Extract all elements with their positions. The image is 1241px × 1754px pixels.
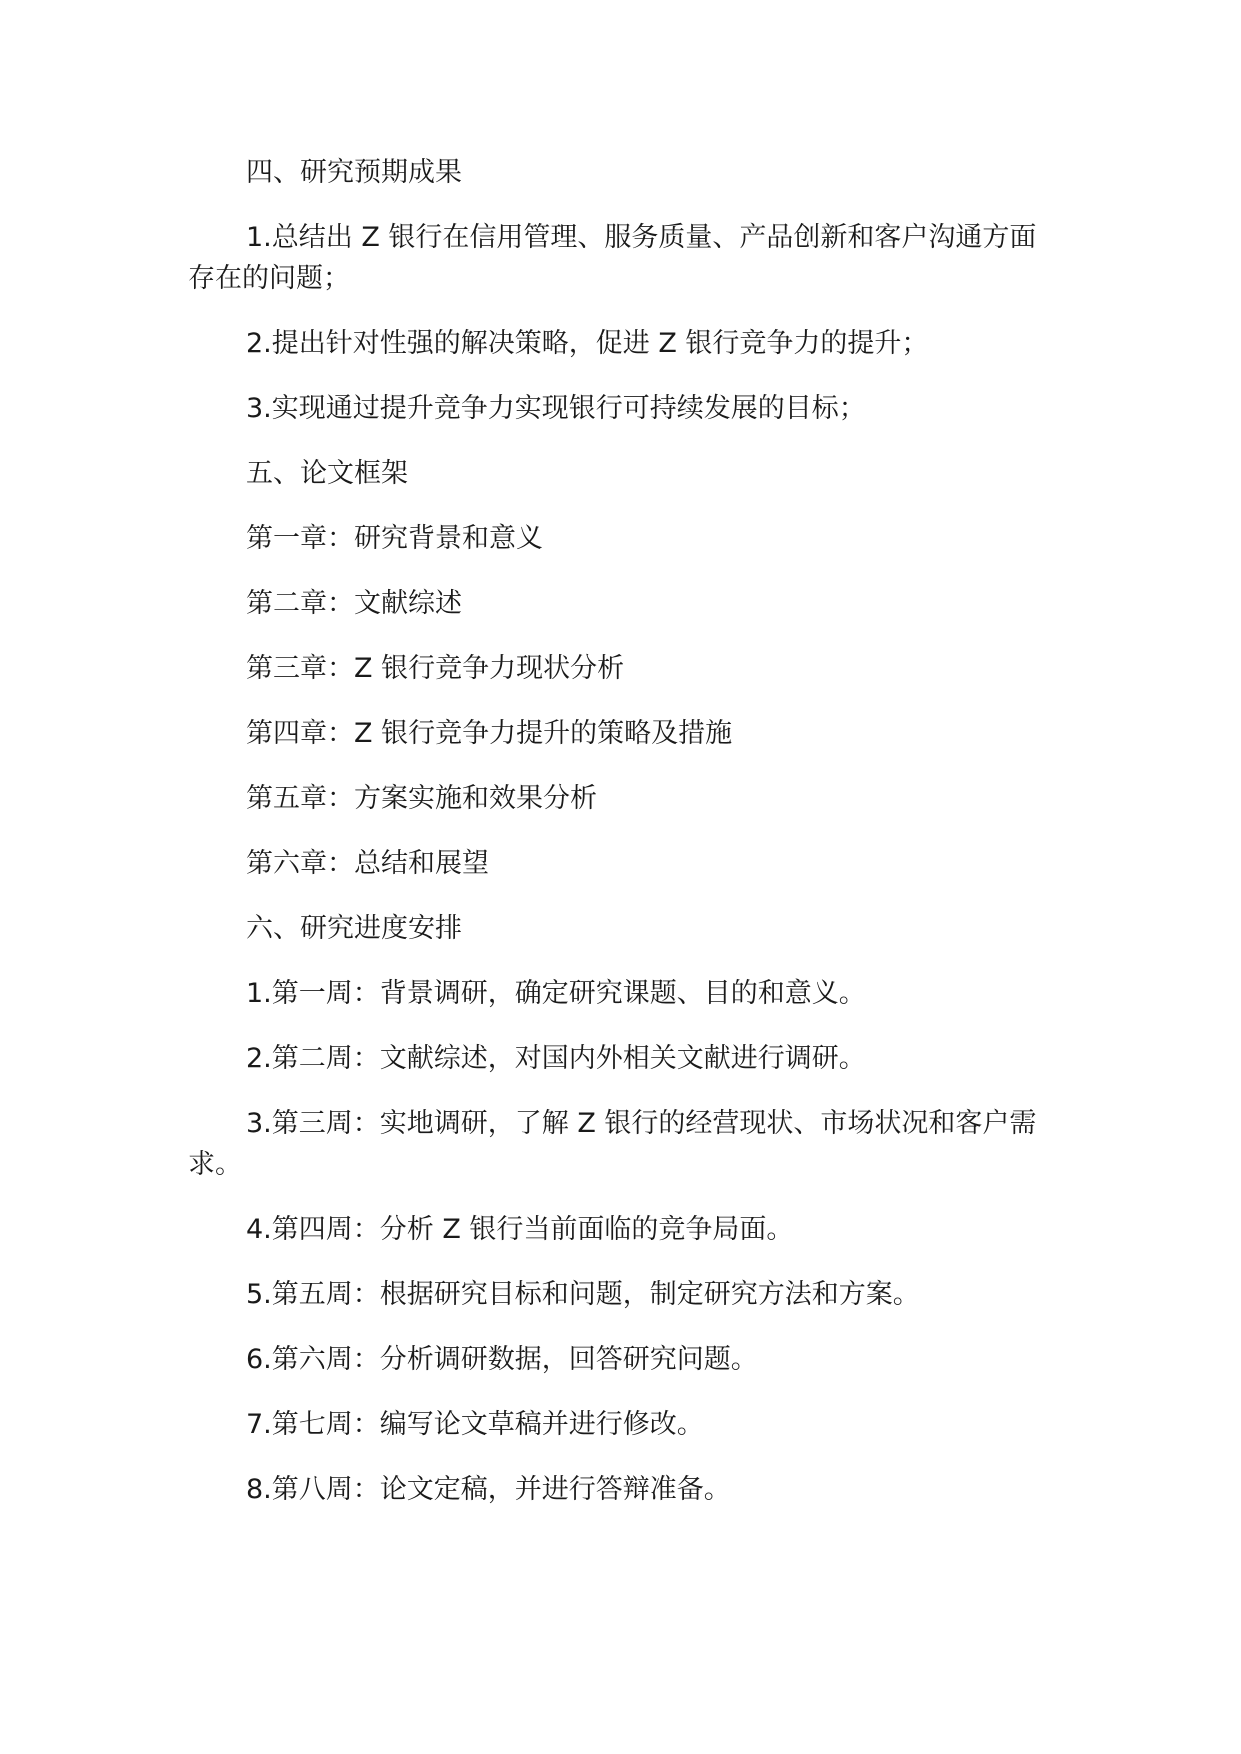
list-item: 1.总结出 Z 银行在信用管理、服务质量、产品创新和客户沟通方面存在的问题； xyxy=(188,222,1037,294)
schedule-item: 4.第四周：分析 Z 银行当前面临的竞争局面。 xyxy=(246,1214,794,1245)
list-item: 2.提出针对性强的解决策略，促进 Z 银行竞争力的提升； xyxy=(246,328,929,359)
chapter-item: 第五章：方案实施和效果分析 xyxy=(246,783,597,814)
schedule-item: 5.第五周：根据研究目标和问题，制定研究方法和方案。 xyxy=(246,1279,920,1310)
section-heading-thesis-framework: 五、论文框架 xyxy=(246,458,408,489)
schedule-item: 1.第一周：背景调研，确定研究课题、目的和意义。 xyxy=(246,978,866,1009)
schedule-item: 6.第六周：分析调研数据，回答研究问题。 xyxy=(246,1344,758,1375)
section-heading-schedule: 六、研究进度安排 xyxy=(246,913,462,944)
chapter-item: 第四章：Z 银行竞争力提升的策略及措施 xyxy=(246,718,733,749)
schedule-item: 8.第八周：论文定稿，并进行答辩准备。 xyxy=(246,1474,731,1505)
schedule-item: 7.第七周：编写论文草稿并进行修改。 xyxy=(246,1409,704,1440)
schedule-item: 2.第二周：文献综述，对国内外相关文献进行调研。 xyxy=(246,1043,866,1074)
document-body xyxy=(188,152,1040,1534)
chapter-item: 第六章：总结和展望 xyxy=(246,848,489,879)
chapter-item: 第一章：研究背景和意义 xyxy=(246,523,543,554)
list-item: 3.实现通过提升竞争力实现银行可持续发展的目标； xyxy=(246,393,866,424)
chapter-item: 第二章：文献综述 xyxy=(246,588,462,619)
schedule-item: 3.第三周：实地调研，了解 Z 银行的经营现状、市场状况和客户需求。 xyxy=(188,1108,1037,1180)
chapter-item: 第三章：Z 银行竞争力现状分析 xyxy=(246,653,625,684)
section-heading-expected-results: 四、研究预期成果 xyxy=(246,157,462,188)
